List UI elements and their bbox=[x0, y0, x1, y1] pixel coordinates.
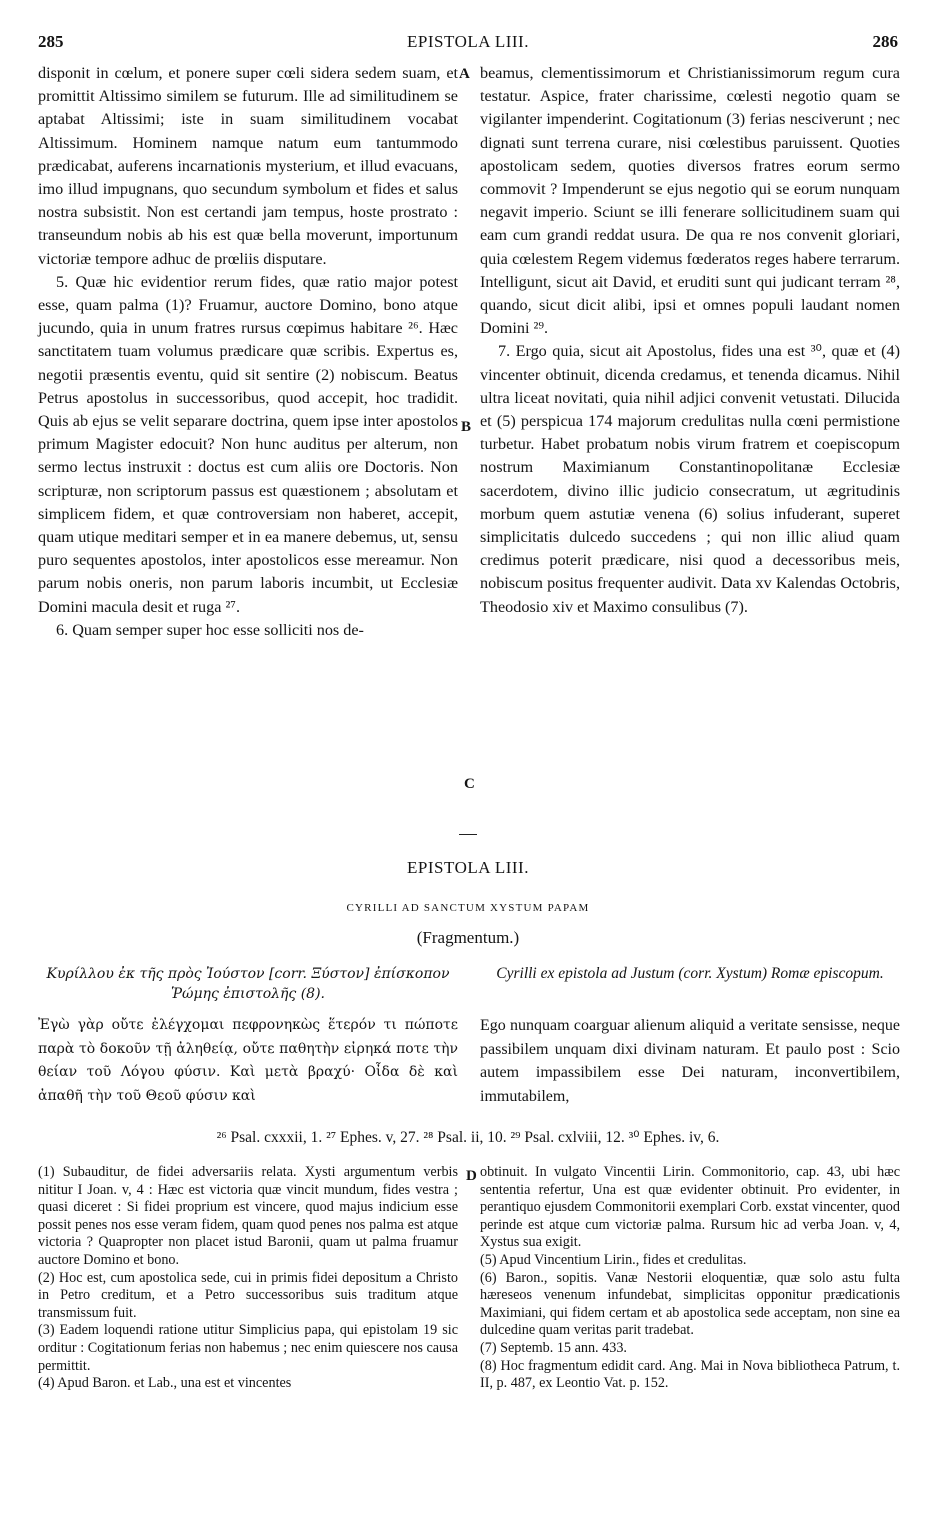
epistle-title: EPISTOLA LIII. bbox=[407, 858, 529, 877]
epistle-fragment-label: (Fragmentum.) bbox=[416, 928, 520, 947]
footnote-4-continued: obtinuit. In vulgato Vincentii Lirin. Commonitorio, cap. 43, ubi hæc sententia refertur, Una est quæ evidenter obtinuit. Pro evidenter, in perantiquo ejusdem Commonitorii exemplari Corb. exstat vincenter, quod perinde est atque cum victoriæ palma. Rursum hic ad verba Joan. v, 4, Xystus sua exigit. bbox=[480, 1164, 900, 1251]
epistle-subtitle: CYRILLI AD SANCTUM XYSTUM PAPAM bbox=[346, 902, 590, 914]
left-text-column bbox=[38, 62, 458, 642]
footnotes-right bbox=[480, 1164, 900, 1393]
left-page-number: 285 bbox=[38, 32, 64, 51]
greek-text: Ἐγὼ γὰρ οὔτε ἐλέγχομαι πεφρονηκὼς ἕτερόν τι πώποτε παρὰ τὸ δοκοῦν τῇ ἀληθείᾳ, οὔτε παθητὴν εἰρηκά ποτε τὴν θείαν τοῦ Λόγου φύσιν. Καὶ μετὰ βραχύ· Οἶδα δὲ καὶ ἀπαθῆ τὴν τοῦ Θεοῦ φύσιν καὶ bbox=[38, 1017, 458, 1104]
right-page-number: 286 bbox=[872, 32, 898, 51]
footnote-1: (1) Subauditur, de fidei adversariis relata. Xysti argumentum verbis nititur I Joan. v, 4 : Hæc est victoria quæ vincit mundum, fides vestra ; quasi diceret : Si fidei proprium est vincere, quod majus indicium esse possit penes nos esse veram fidem, quam quod penes nos palma est atque victoria ? Quapropter non placet istud Baronii, quam ut palma fruamur auctore Domino et bono. bbox=[38, 1164, 458, 1268]
right-paragraph-2: 7. Ergo quia, sicut ait Apostolus, fides una est ³⁰, quæ et (4) vincenter obtinuit, dicenda credamus, et tenenda dicamus. Nihil ultra liceat novitati, quia nihil adjici convenit vetustati. Dilucida et (5) perspicua 174 majorum credulitas nulla cœni permistione turbetur. Habet probatum nobis virum fratrem et coepiscopum nostrum Maximianum Constantinopolitanæ Ecclesiæ sacerdotem, divino illic judicio consecratum, ut ægritudinis morbum quem astutiæ venena (6) solius infuderant, superet simplicitatis dulcedo succedens ; qui non illic aliud quam credimus poterit prædicare, nisi quod a decessoribus meis, nobiscum positus frequenter audivit. Data xv Kalendas Octobris, Theodosio xiv et Maximo consulibus (7). bbox=[480, 342, 900, 616]
scripture-references: ²⁶ Psal. cxxxii, 1. ²⁷ Ephes. v, 27. ²⁸ Psal. ii, 10. ²⁹ Psal. cxlviii, 12. ³⁰ Ephes. iv, 6. bbox=[216, 1129, 720, 1146]
right-text-column bbox=[480, 62, 900, 619]
left-paragraph-3: 6. Quam semper super hoc esse solliciti nos de- bbox=[56, 620, 364, 639]
margin-marker-c: C bbox=[464, 776, 475, 792]
greek-heading: Κυρίλλου ἐκ τῆς πρὸς Ἰούστον [corr. Ξύστον] ἐπίσκοπον Ῥώμης ἐπιστολῆς (8). bbox=[46, 966, 450, 1002]
margin-marker-d: D bbox=[466, 1168, 477, 1184]
latin-text: Ego nunquam coarguar alienum aliquid a veritate sensisse, neque passibilem unquam dixi divinam naturam. Et paulo post : Scio autem impassibilem esse Dei naturam, inconvertibilem, immutabilem, bbox=[480, 1017, 900, 1105]
footnote-7: (7) Septemb. 15 ann. 433. bbox=[480, 1339, 627, 1356]
latin-heading: Cyrilli ex epistola ad Justum (corr. Xystum) Romæ episcopum. bbox=[496, 965, 884, 982]
left-paragraph-1: disponit in cœlum, et ponere super cœli sidera sedem suam, et promittit Altissimo similem se futurum. Ille ad similitudinem se aptabat Altissimi; iste in suam similitudinem vocabat Altissimum. Hominem namque natum eum tantummodo prædicabat, auferens incarnationis mysterium, et illud evacuans, imo illud impugnans, quo secundum symbolum et fides et salus nostra subsistit. Non est certandi jam tempus, hoste prostrato : transeundum nobis ab his est quæ bella moverunt, importunum victoriæ tempore adhuc de prœliis disputare. bbox=[38, 64, 458, 268]
margin-marker-b: B bbox=[461, 419, 472, 435]
footnote-5: (5) Apud Vincentium Lirin., fides et credulitas. bbox=[480, 1251, 747, 1268]
right-paragraph-1: beamus, clementissimorum et Christianissimorum regum cura testatur. Aspice, frater charissime, cœlesti negotio quam se vigilanter impenderint. Cogitationum (3) ferias nesciverunt ; nec dignati sunt terrena curare, nisi cœlestibus paruissent. Quoties apostolicam sedem, quoties diversos fratres eorum sermo commovit ? Impenderunt se ejus negotio qui se eorum nunquam negavit imperio. Sciunt se illi fenerare sollicitudinem suam qui eam cum grandi reddat usura. De qua re nos convenit gloriari, quia cœlestem Regem videmus fœderatos reges habere terrarum. Intelligunt, sicut ait David, et eruditi sunt qui judicant terram ²⁸, quando, sicut dicit alibi, ipsi et omnes populi laudant nomen Domini ²⁹. bbox=[480, 64, 900, 338]
running-head bbox=[38, 32, 898, 56]
footnote-8: (8) Hoc fragmentum edidit card. Ang. Mai in Nova bibliotheca Patrum, t. II, p. 487, ex Leontio Vat. p. 152. bbox=[480, 1357, 900, 1392]
footnote-2: (2) Hoc est, cum apostolica sede, cui in primis fidei depositum a Christo in Petro creditum, et a Petro successoribus suis traditum atque transmissum fuit. bbox=[38, 1269, 458, 1321]
running-title: EPISTOLA LIII. bbox=[407, 32, 529, 51]
left-paragraph-2: 5. Quæ hic evidentior rerum fides, quæ ratio major potest esse, quam palma (1)? Fruamur, auctore Domino, bono atque jucundo, quia in unum fratres rursus cœpimus habitare ²⁶. Hæc sanctitatem tuam volumus prædicare quæ scribis. Expertus es, negotii præsentis eventu, quid sit sentire (2) nobiscum. Beatus Petrus apostolus in successoribus, quod accepit, hoc tradidit. Quis ab ejus se velit separare doctrina, quem ipse inter apostolos primum Magister edocuit? Non hunc auditus per alterum, non sermo lectus instruxit : doctus est cum aliis ore Doctoris. Non scripturæ, non scriptorum passus est quæstionem ; absolutam et simplicem fidem, et quæ controversiam non haberet, accepit, quam utique meditari semper et in ea manere debemus, ut, sensu puro sequentes apostolos, inter apostolicos esse mereamur. Non parum nobis oneris, non parum laboris incumbit, ut Ecclesiæ Domini macula desit et ruga ²⁷. bbox=[38, 272, 458, 616]
section-divider bbox=[459, 834, 477, 835]
margin-marker-a: A bbox=[459, 66, 470, 82]
footnote-6: (6) Baron., sopitis. Vanæ Nestorii eloquentiæ, quæ solo astu fulta hæreseos venenum infundebat, simplicitas opponitur prædicationis Maximiani, qui fidem certam et ab apostolica sede acceptam, non sine ea dulcedine quam veritas parit tradebat. bbox=[480, 1269, 900, 1339]
footnote-4: (4) Apud Baron. et Lab., una est et vincentes bbox=[38, 1375, 292, 1392]
footnote-3: (3) Eadem loquendi ratione utitur Simplicius papa, qui epistolam 19 sic orditur : Cogitationum ferias non habemus ; nec enim quiescere nos causa permittit. bbox=[38, 1322, 458, 1374]
footnotes-left bbox=[38, 1164, 458, 1393]
